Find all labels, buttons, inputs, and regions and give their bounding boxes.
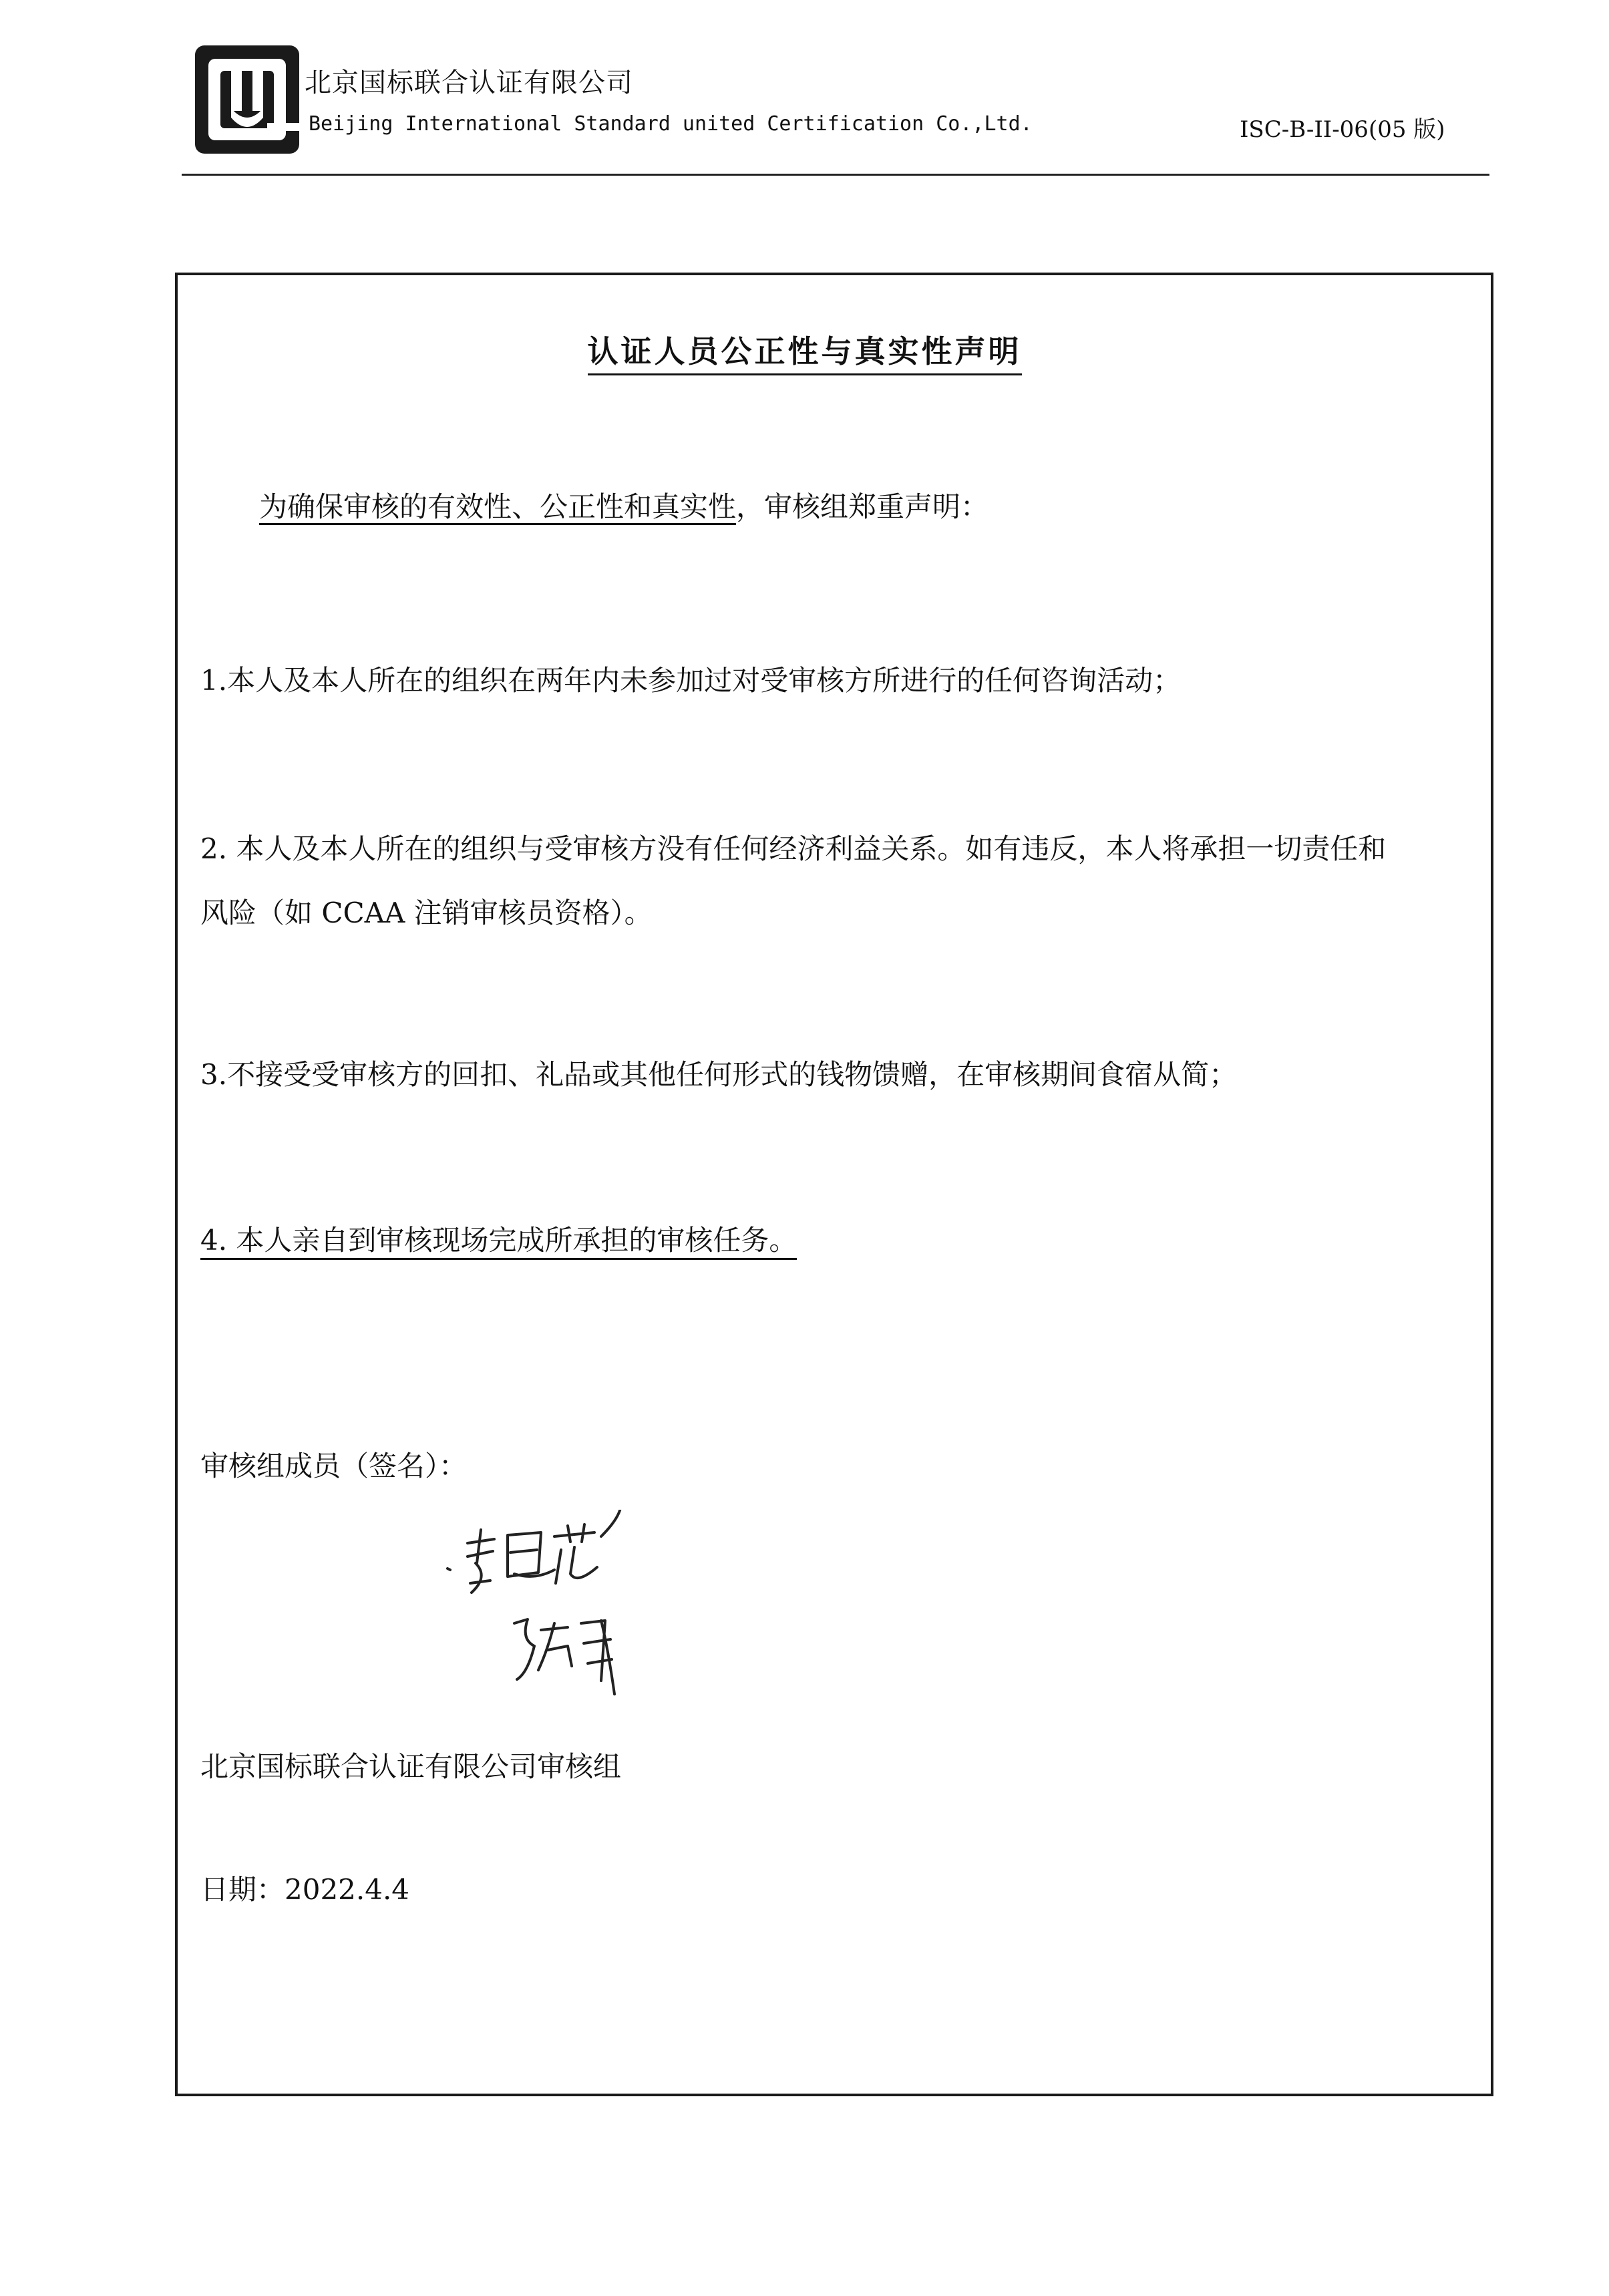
document-frame — [175, 273, 1493, 2096]
declaration-item-4 — [200, 1208, 797, 1273]
declaration-item-2-line-2: 风险（如 CCAA 注销审核员资格）。 — [200, 896, 653, 929]
declaration-item-3: 3.不接受受审核方的回扣、礼品或其他任何形式的钱物馈赠，在审核期间食宿从简； — [200, 1058, 1238, 1091]
company-name-cn: 北京国标联合认证有限公司 — [305, 67, 633, 98]
handwritten-signatures — [441, 1510, 668, 1710]
intro-statement — [259, 474, 989, 540]
audit-group-name: 北京国标联合认证有限公司审核组 — [200, 1750, 622, 1783]
document-title-text: 认证人员公正性与真实性声明 — [588, 333, 1022, 375]
intro-rest: ，审核组郑重声明： — [736, 490, 989, 523]
declaration-item-1: 1.本人及本人所在的组织在两年内未参加过对受审核方所进行的任何咨询活动； — [200, 664, 1182, 697]
signature-label: 审核组成员（签名）： — [200, 1450, 468, 1482]
declaration-date: 日期：2022.4.4 — [200, 1873, 410, 1906]
document-title — [0, 327, 1609, 371]
intro-underlined: 为确保审核的有效性、公正性和真实性 — [259, 490, 736, 525]
declaration-item-4-text: 4. 本人亲自到审核现场完成所承担的审核任务。 — [200, 1224, 797, 1260]
declaration-item-2-line-1: 2. 本人及本人所在的组织与受审核方没有任何经济利益关系。如有违反，本人将承担一切责任和 — [200, 832, 1387, 865]
company-logo-icon — [194, 44, 301, 155]
header-divider — [182, 174, 1489, 176]
company-name-en: Beijing International Standard united Certification Co.,Ltd. — [309, 112, 1033, 136]
form-code: ISC-B-II-06(05 版) — [1240, 116, 1445, 143]
